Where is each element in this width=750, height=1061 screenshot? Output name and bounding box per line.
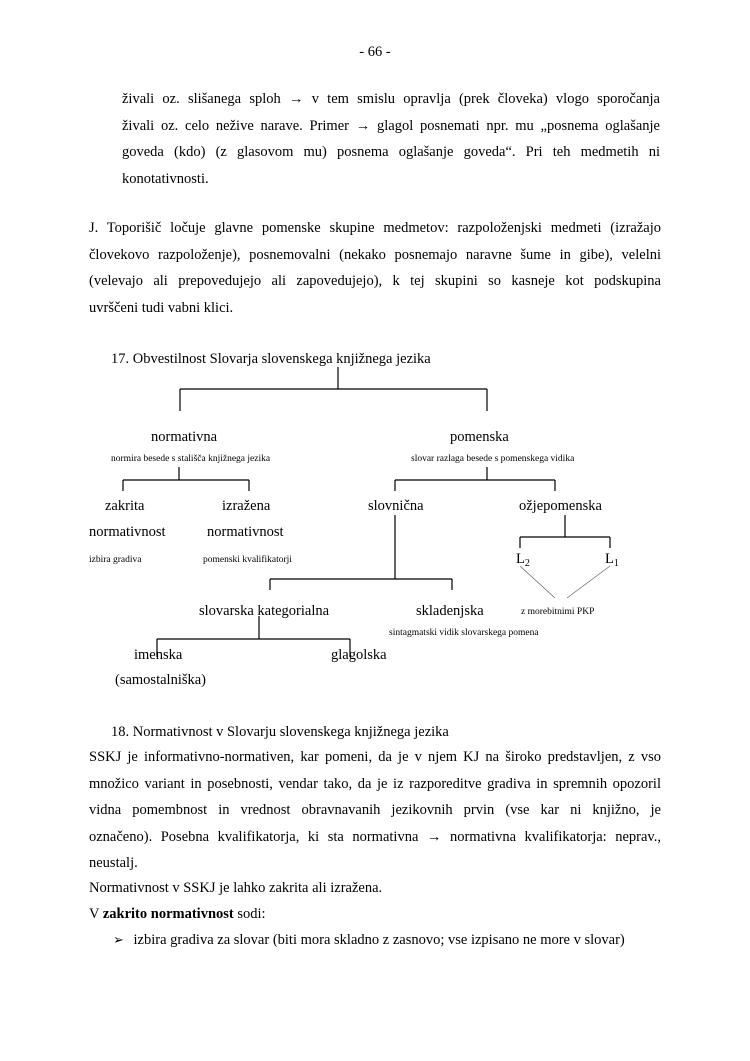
note-pkp: z morebitnimi PKP xyxy=(521,607,595,617)
tree-connector-l2-pkp xyxy=(520,566,555,598)
zakrito-normativnost-line xyxy=(89,906,266,923)
paragraph-line: SSKJ je informativno-normativen, kar pomeni, da je v njem KJ na široko predstavljen, z vso xyxy=(89,749,661,765)
node-l1-subscript: 1 xyxy=(613,558,619,569)
section-17-heading: 17. Obvestilnost Slovarja slovenskega knjižnega jezika xyxy=(111,351,431,367)
paragraph-line: človekovo razpoloženje), posnemovalni (nekako posnemajo naravne šume in gibe), velelni xyxy=(89,246,661,263)
paragraph-line: (velevajo ali prepovedujejo ali zapovedujejo), k tej skupini so kasneje kot podskupina xyxy=(89,273,661,289)
paragraph-line: uvrščeni tudi vabni klici. xyxy=(89,299,234,316)
node-slovnicna: slovnična xyxy=(368,498,424,514)
node-l1 xyxy=(605,551,619,569)
node-pomenska: pomenska xyxy=(450,429,509,445)
node-l1-base: L xyxy=(605,551,614,567)
paragraph-line: konotativnosti. xyxy=(122,170,209,187)
normativnost-line: Normativnost v SSKJ je lahko zakrita ali izražena. xyxy=(89,880,383,896)
section-18-heading: 18. Normativnost v Slovarju slovenskega knjižnega jezika xyxy=(111,724,449,740)
tree-connector-normativna xyxy=(123,467,249,491)
tree-connector-pomenska xyxy=(395,467,555,491)
node-ozjepomenska: ožjepomenska xyxy=(519,498,602,514)
section-18-paragraph xyxy=(89,744,661,877)
node-imenska: imenska xyxy=(134,647,183,663)
tree-connector-slovnicna xyxy=(270,515,452,590)
note-normativna: normira besede s stališča knjižnega jezika xyxy=(111,454,271,464)
paragraph-line: vidna pomembnost in vrednost obravnavanih jezikovnih prvin (vse kar ni knjižno, je xyxy=(89,802,661,818)
node-skladenjska: skladenjska xyxy=(416,603,484,619)
node-glagolska: glagolska xyxy=(331,647,387,663)
line-suffix: sodi: xyxy=(233,906,266,922)
bold-term: zakrito normativnost xyxy=(102,906,234,922)
bullet-item xyxy=(113,932,625,949)
page-number: - 66 - xyxy=(359,44,391,60)
arrowhead-bullet-icon: ➢ xyxy=(113,932,124,947)
note-zakrita: izbira gradiva xyxy=(89,555,142,565)
paragraph-line: J. Toporišič ločuje glavne pomenske skupine medmetov: razpoloženjski medmeti (izražajo xyxy=(89,220,661,236)
node-zakrita: zakrita xyxy=(105,498,145,514)
node-samostalniska: (samostalniška) xyxy=(115,672,207,688)
tree-connector-root xyxy=(180,367,487,411)
node-normativna: normativna xyxy=(151,429,218,445)
tree-connector-kategorialna xyxy=(157,616,350,657)
note-pomenska: slovar razlaga besede s pomenskega vidika xyxy=(411,454,575,464)
paragraph-line: množico variant in posebnosti, vendar tako, da je iz razporeditve gradiva in spremnih opozoril xyxy=(89,775,661,792)
tree-connector-ozjepomenska xyxy=(520,515,610,548)
line-prefix: V xyxy=(89,906,103,922)
paragraph-line: živali oz. celo nežive narave. Primer → glagol posnemati npr. mu „posnema oglašanje xyxy=(122,117,660,134)
note-izrazena: pomenski kvalifikatorji xyxy=(203,555,292,565)
node-slovarska-kategorialna: slovarska kategorialna xyxy=(199,603,330,619)
node-zakrita-normativnost: normativnost xyxy=(89,524,166,540)
paragraph-line: goveda (kdo) (z glasovom mu) posnema oglašanje goveda“. Pri teh medmetih ni xyxy=(122,144,660,160)
paragraph-line: označeno). Posebna kvalifikatorja, ki sta normativna → normativna kvalifikatorja: neprav., xyxy=(89,828,661,845)
node-l2 xyxy=(516,551,530,569)
note-skladenjska: sintagmatski vidik slovarskega pomena xyxy=(389,628,539,638)
node-izrazena-normativnost: normativnost xyxy=(207,524,284,540)
node-l2-subscript: 2 xyxy=(524,558,530,569)
paragraph-line: neustalj. xyxy=(89,855,138,871)
paragraph-line: živali oz. slišanega sploh → v tem smislu opravlja (prek človeka) vlogo sporočanja xyxy=(122,91,660,107)
node-izrazena: izražena xyxy=(222,498,271,514)
tree-connector-l1-pkp xyxy=(567,566,610,598)
bullet-text: izbira gradiva za slovar (biti mora skladno z zasnovo; vse izpisano ne more v slovar) xyxy=(133,932,625,948)
node-l2-base: L xyxy=(516,551,525,567)
